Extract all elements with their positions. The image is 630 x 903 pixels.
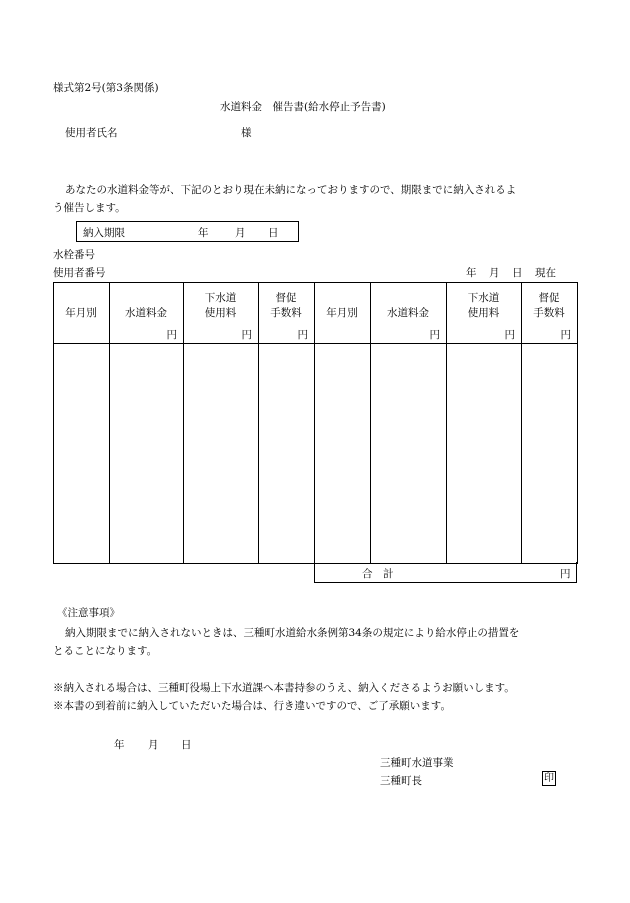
issuer-organization: 三種町水道事業 — [380, 757, 454, 769]
unit-label: 円 — [166, 329, 177, 341]
col-divider — [183, 282, 184, 563]
as-of-month: 月 — [489, 267, 500, 279]
col-divider — [446, 282, 447, 563]
column-header: 年月別 — [65, 307, 97, 319]
unit-label: 円 — [504, 329, 515, 341]
column-header-line2: 使用料 — [467, 307, 500, 319]
note-item-2: ※本書の到着前に納入していただいた場合は、行き違いですので、ご了承願います。 — [53, 700, 451, 712]
unit-label: 円 — [241, 329, 252, 341]
column-header-line2: 使用料 — [204, 307, 237, 319]
col-divider — [370, 282, 371, 563]
total-row-border — [314, 582, 577, 583]
total-label: 合 計 — [362, 568, 394, 580]
column-header: 水道料金 — [387, 307, 429, 319]
note-item-1: ※納入される場合は、三種町役場上下水道課へ本書持参のうえ、納入くださるようお願いします。 — [53, 682, 515, 694]
body-line-1: あなたの水道料金等が、下記のとおり現在未納になっておりますので、期限までに納入されるよ — [65, 184, 517, 196]
notes-heading: 《注意事項》 — [57, 607, 120, 619]
notes-line-2: とることになります。 — [53, 645, 158, 657]
col-divider — [109, 282, 110, 563]
deadline-label: 納入期限 — [83, 227, 125, 239]
footer-month: 月 — [148, 739, 159, 751]
footer-year: 年 — [114, 739, 125, 751]
deadline-year: 年 — [198, 227, 209, 239]
column-header: 下水道 — [204, 292, 237, 304]
form-number: 様式第2号(第3条関係) — [53, 82, 159, 94]
column-header: 督促 — [275, 292, 297, 304]
column-header-line2: 手数料 — [533, 307, 565, 319]
user-number-label: 使用者番号 — [53, 267, 106, 279]
unit-label: 円 — [297, 329, 308, 341]
issuer-mayor: 三種町長 — [380, 775, 422, 787]
column-header-line2: 手数料 — [270, 307, 302, 319]
footer-day: 日 — [181, 739, 192, 751]
deadline-month: 月 — [235, 227, 246, 239]
honorific: 様 — [241, 127, 252, 139]
total-row-border — [576, 562, 577, 583]
as-of-label: 現在 — [535, 267, 556, 279]
deadline-day: 日 — [268, 227, 279, 239]
header-divider — [53, 343, 577, 344]
table-frame — [53, 282, 578, 564]
seal-mark: 印 — [544, 773, 554, 784]
deadline-box — [76, 221, 299, 242]
column-header: 督促 — [538, 292, 560, 304]
column-header: 下水道 — [467, 292, 500, 304]
total-row-border — [314, 562, 315, 583]
meter-number-label: 水栓番号 — [53, 249, 95, 261]
col-divider — [314, 282, 315, 563]
column-header: 水道料金 — [125, 307, 167, 319]
col-divider — [521, 282, 522, 563]
col-divider — [258, 282, 259, 563]
user-name-label: 使用者氏名 — [65, 127, 118, 139]
body-line-2: う催告します。 — [53, 202, 126, 214]
document-title: 水道料金 催告書(給水停止予告書) — [220, 101, 386, 113]
unit-label: 円 — [560, 329, 571, 341]
as-of-year: 年 — [466, 267, 477, 279]
as-of-day: 日 — [512, 267, 523, 279]
notes-line-1: 納入期限までに納入されないときは、三種町水道給水条例第34条の規定により給水停止の措置を — [65, 627, 520, 639]
total-unit: 円 — [560, 568, 571, 580]
column-header: 年月別 — [326, 307, 358, 319]
unit-label: 円 — [429, 329, 440, 341]
